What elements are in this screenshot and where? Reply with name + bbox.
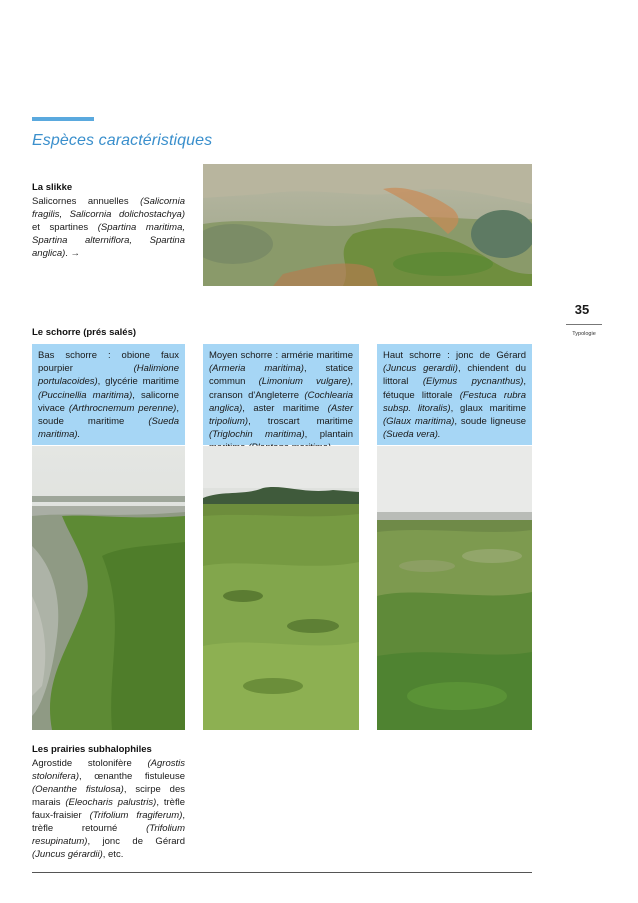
schorre-heading: Le schorre (prés salés) [32, 327, 137, 338]
text-run: , troscart maritime [248, 416, 353, 428]
species-name: (Halimione portulacoides) [38, 363, 179, 388]
section-title: Espèces caractéristiques [32, 132, 213, 149]
species-name: (Festuca rubra subsp. litoralis) [383, 389, 526, 414]
bas-schorre-box [32, 344, 185, 445]
species-name: (Spartina maritima, Spartina alterniflora, Spartina anglica) [32, 222, 185, 259]
haut-schorre-box [377, 344, 532, 445]
page-number-rule [566, 324, 602, 325]
bottom-rule [32, 872, 532, 873]
moyen-schorre-box [203, 344, 359, 445]
species-name: (Agrostis stolonifera) [32, 758, 185, 782]
species-name: (Juncus gérardii) [32, 849, 103, 860]
text-run: , trèfle retourné [32, 810, 185, 834]
species-name: (Arthrocnemum perenne) [68, 402, 177, 414]
prairies-heading: Les prairies subhalophiles [32, 744, 152, 755]
text-run: , statice commun [209, 363, 353, 388]
species-name: (Puccinellia maritima) [38, 389, 133, 401]
text-run: et spartines [32, 222, 98, 233]
text-run: , fétuque littorale [383, 376, 527, 401]
slikke-photo [203, 164, 532, 286]
text-run: , salicorne vivace [38, 389, 179, 414]
text-run: , jonc de Gérard [87, 836, 185, 847]
text-run: , glycérie maritime [97, 376, 179, 388]
text-run: , soude maritime [38, 402, 179, 428]
species-name: (Sueda maritima). [38, 416, 179, 441]
species-name: (Sueda vera). [383, 429, 441, 441]
text-run: Moyen schorre : armérie maritime [209, 350, 353, 361]
text-run: Bas schorre : obione faux pourpier [38, 350, 179, 375]
species-name: (Cochlearia anglica) [209, 389, 353, 414]
species-name: (Trifolium fragiferum) [89, 810, 183, 821]
species-name: (Juncus gerardii) [383, 363, 458, 375]
species-name: (Glaux maritima) [383, 416, 455, 428]
text-run: Agrostide stolonifère [32, 758, 148, 769]
text-run: , etc. [102, 849, 124, 860]
species-name: (Elymus pycnanthus) [422, 376, 524, 388]
text-run: , chiendent du littoral [383, 363, 526, 388]
text-run: , cranson d'Angleterre [209, 376, 353, 401]
species-name: (Aster tripolium) [209, 402, 353, 428]
species-name: (Limonium vulgare) [258, 376, 351, 388]
species-name: (Trifolium resupinatum) [32, 823, 185, 847]
text-run: , trèfle faux-fraisier [32, 797, 185, 821]
text-run: Salicornes annuelles [32, 196, 141, 207]
text-run: , scirpe des marais [32, 784, 186, 808]
slikke-heading: La slikke [32, 182, 73, 193]
text-run: , plantain [304, 429, 353, 441]
species-name: (Triglochin maritima) [209, 429, 305, 441]
text-run: , soude ligneuse [454, 416, 526, 428]
moyen-schorre-photo [203, 446, 359, 730]
title-accent-bar [32, 117, 94, 121]
species-name: (Armeria maritima) [209, 363, 304, 375]
slikke-text [32, 195, 185, 260]
page-number: 35 [574, 302, 590, 317]
species-name: (Eleocharis palustris) [65, 797, 157, 808]
species-name: (Oenanthe fistulosa) [32, 784, 124, 795]
text-run: . → [65, 248, 81, 259]
prairies-text [32, 757, 185, 861]
bas-schorre-photo [32, 446, 185, 730]
text-run: Haut schorre : jonc de Gérard [383, 350, 526, 361]
haut-schorre-photo [377, 446, 532, 730]
species-name: (Salicornia fragilis, Salicornia dolichostachya) [32, 196, 185, 220]
text-run: , glaux maritime [450, 402, 526, 414]
text-run: , aster maritime [242, 402, 328, 414]
text-run: , œnanthe fistuleuse [79, 771, 185, 782]
page-section-label: Typologie [572, 331, 596, 337]
